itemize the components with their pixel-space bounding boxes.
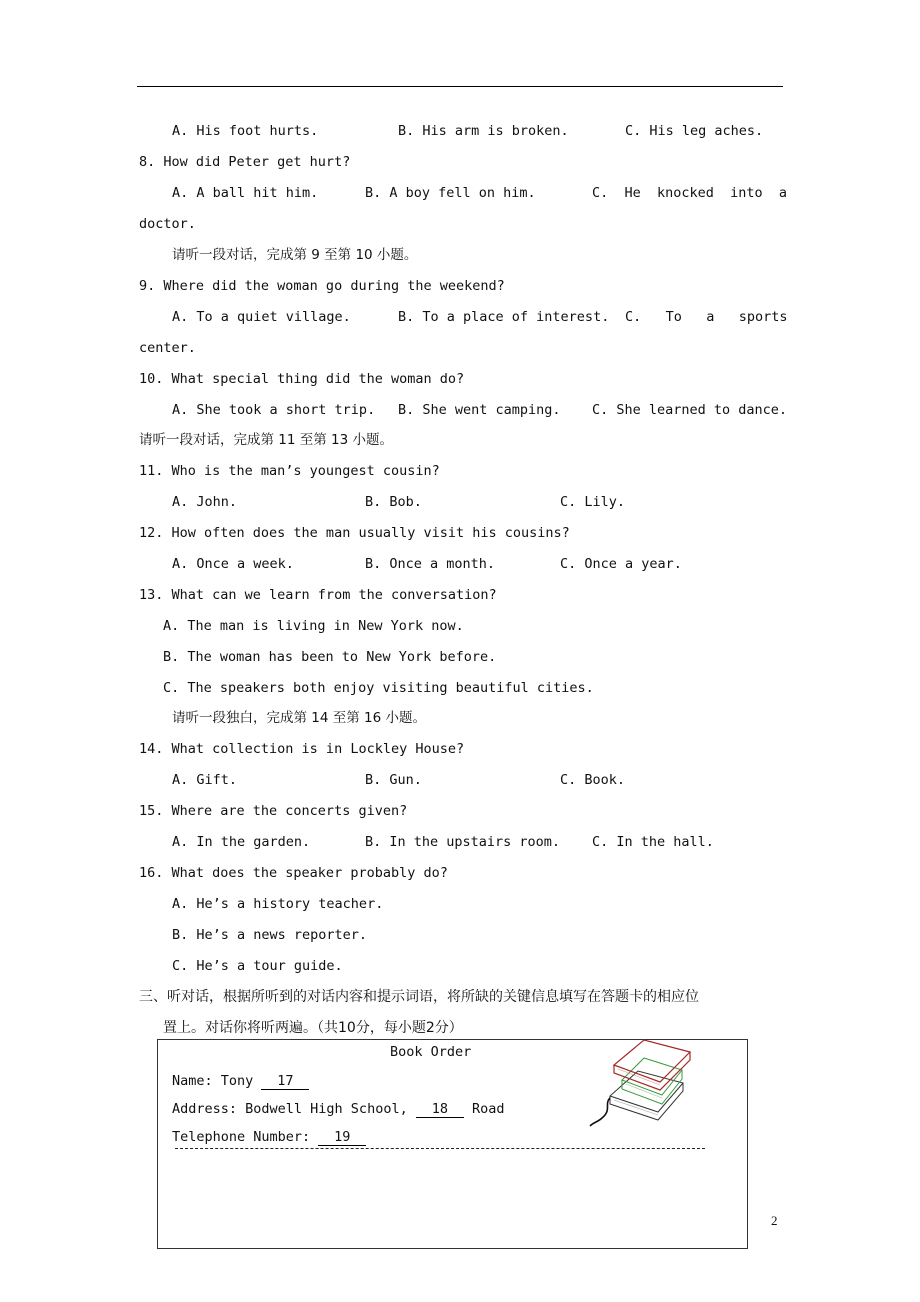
option-10c: C. She learned to dance. (592, 402, 788, 418)
option-10b: B. She went camping. (398, 402, 561, 418)
section3-heading-line1: 三、听对话，根据所听到的对话内容和提示词语，将所缺的关键信息填写在答题卡的相应位 (139, 989, 699, 1005)
book-order-title: Book Order (390, 1044, 472, 1060)
option-12a: A. Once a week. (172, 556, 294, 572)
option-16c: C. He’s a tour guide. (172, 958, 343, 974)
option-9a: A. To a quiet village. (172, 309, 351, 325)
page-number: 2 (771, 1213, 778, 1228)
question-11: 11. Who is the man’s youngest cousin? (139, 463, 440, 479)
option-13c: C. The speakers both enjoy visiting beautiful cities. (163, 680, 594, 696)
question-15: 15. Where are the concerts given? (139, 803, 408, 819)
question-12: 12. How often does the man usually visit his cousins? (139, 525, 570, 541)
question-14: 14. What collection is in Lockley House? (139, 741, 465, 757)
name-label: Name: Tony (172, 1073, 262, 1089)
books-stack-icon (588, 1038, 698, 1133)
option-7b: B. His arm is broken. (398, 123, 569, 139)
option-11a: A. John. (172, 494, 238, 510)
blank-18[interactable]: 18 (416, 1102, 464, 1118)
option-8c-cont: doctor. (139, 216, 196, 232)
option-16a: A. He’s a history teacher. (172, 896, 384, 912)
question-9: 9. Where did the woman go during the weekend? (139, 278, 505, 294)
question-10: 10. What special thing did the woman do? (139, 371, 465, 387)
option-14c: C. Book. (560, 772, 626, 788)
option-15c: C. In the hall. (592, 834, 714, 850)
instruction-9-10: 请听一段对话，完成第 9 至第 10 小题。 (172, 247, 418, 263)
section3-heading-line2: 置上。对话你将听两遍。（共10分，每小题2分） (163, 1020, 463, 1036)
address-row (172, 1100, 504, 1118)
option-7c: C. His leg aches. (625, 123, 764, 139)
option-15a: A. In the garden. (172, 834, 311, 850)
option-13b: B. The woman has been to New York before. (163, 649, 497, 665)
instruction-11-13: 请听一段对话，完成第 11 至第 13 小题。 (139, 432, 394, 448)
name-row (172, 1072, 309, 1090)
option-13a: A. The man is living in New York now. (163, 618, 464, 634)
option-10a: A. She took a short trip. (172, 402, 376, 418)
question-8: 8. How did Peter get hurt? (139, 154, 351, 170)
option-15b: B. In the upstairs room. (365, 834, 561, 850)
option-9b: B. To a place of interest. (398, 309, 610, 325)
instruction-14-16: 请听一段独白，完成第 14 至第 16 小题。 (172, 710, 427, 726)
option-8a: A. A ball hit him. (172, 185, 319, 201)
option-11c: C. Lily. (560, 494, 626, 510)
address-label: Address: Bodwell High School, (172, 1101, 416, 1117)
phone-label: Telephone Number: (172, 1129, 319, 1145)
option-14a: A. Gift. (172, 772, 238, 788)
option-16b: B. He’s a news reporter. (172, 927, 368, 943)
address-suffix: Road (463, 1101, 505, 1117)
option-8b: B. A boy fell on him. (365, 185, 536, 201)
header-rule (137, 86, 783, 87)
option-12b: B. Once a month. (365, 556, 496, 572)
option-8c: C. He knocked into a (592, 185, 788, 201)
blank-17[interactable]: 17 (261, 1074, 309, 1090)
option-11b: B. Bob. (365, 494, 422, 510)
question-16: 16. What does the speaker probably do? (139, 865, 448, 881)
option-14b: B. Gun. (365, 772, 422, 788)
question-13: 13. What can we learn from the conversation? (139, 587, 497, 603)
option-9c-cont: center. (139, 340, 196, 356)
option-12c: C. Once a year. (560, 556, 682, 572)
phone-row (172, 1128, 366, 1146)
option-9c: C. To a sports (625, 309, 788, 325)
option-7a: A. His foot hurts. (172, 123, 319, 139)
blank-19[interactable]: 19 (318, 1130, 366, 1146)
dashed-divider (175, 1148, 705, 1149)
